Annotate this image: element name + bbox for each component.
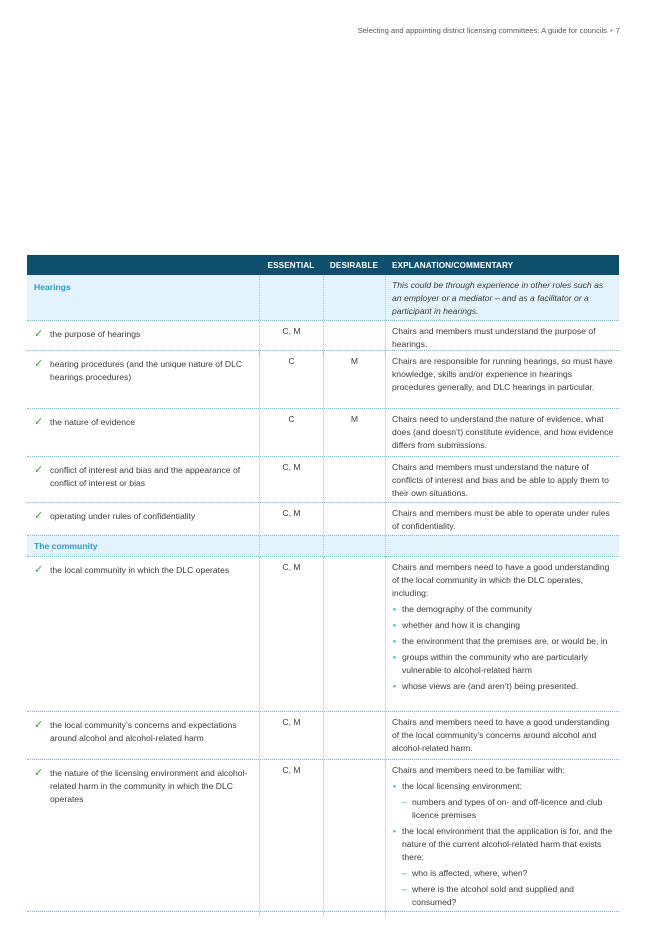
table-row [27, 409, 619, 457]
table-row [27, 351, 619, 409]
header-essential: ESSENTIAL [267, 260, 315, 270]
criterion-cell [27, 409, 259, 456]
page-number: 7 [615, 26, 620, 35]
table-header [27, 255, 619, 275]
check-icon: ✓ [34, 416, 44, 428]
list-item: • whose views are (and aren’t) being presented. [392, 680, 615, 693]
essential-value: C, M [259, 321, 323, 355]
table-row [27, 321, 619, 351]
sub-list-item: – numbers and types of on- and off-licence and club licence premises [392, 796, 615, 822]
sub-list-item: – who is affected, where, when? [392, 867, 615, 880]
section-title: The community [34, 541, 98, 551]
sub-list [392, 796, 615, 822]
explanation-text: Chairs and members need to have a good understanding of the local community’s concerns around alcohol and alcohol-related harm. [385, 712, 619, 759]
desirable-value [323, 503, 385, 537]
sub-list [392, 867, 615, 909]
explanation-cell [385, 557, 619, 711]
criterion-text: the local community in which the DLC operates [50, 565, 230, 575]
header-criteria [27, 255, 259, 275]
desirable-value: M [323, 409, 385, 456]
check-icon: ✓ [34, 358, 44, 370]
list-item: • whether and how it is changing [392, 619, 615, 632]
explanation-bullet-list [392, 780, 615, 909]
list-item [392, 825, 615, 909]
check-icon: ✓ [34, 719, 44, 731]
explanation-text: Chairs and members need to be familiar with: [392, 765, 565, 775]
empty-cell [259, 275, 323, 322]
table-row [27, 760, 619, 912]
check-icon: ✓ [34, 510, 44, 522]
explanation-text: Chairs need to understand the nature of evidence, what does (and doesn’t) constitute evidence, and how evidence differs from submissions. [385, 409, 619, 456]
list-item-text: the local licensing environment: [402, 781, 522, 791]
criterion-cell [27, 321, 259, 355]
list-item [392, 780, 615, 822]
criterion-text: hearing procedures (and the unique nature of DLC hearings procedures) [50, 359, 243, 382]
explanation-text: Chairs and members must understand the purpose of hearings. [385, 321, 619, 355]
separator-dot-icon: • [610, 26, 613, 35]
section-title: Hearings [34, 282, 71, 292]
criterion-text: the purpose of hearings [50, 329, 141, 339]
desirable-value: M [323, 351, 385, 408]
section-row-community [27, 536, 619, 557]
list-item-text: the local environment that the application is for, and the nature of the current alcohol-related harm that exists there: [402, 826, 613, 862]
check-icon: ✓ [34, 328, 44, 340]
section-note: This could be through experience in other roles such as an employer or a mediator – and as a facilitator or a participant in hearings. [385, 275, 619, 322]
essential-value: C, M [259, 457, 323, 504]
table-row [27, 712, 619, 760]
desirable-value [323, 557, 385, 711]
criterion-cell [27, 557, 259, 711]
criterion-text: the nature of evidence [50, 417, 136, 427]
table-row [27, 503, 619, 536]
desirable-value [323, 712, 385, 759]
empty-cell [323, 536, 385, 557]
criterion-text: the nature of the licensing environment and alcohol-related harm in the community in which the DLC operates [50, 768, 248, 804]
list-item: • groups within the community who are particularly vulnerable to alcohol-related harm [392, 651, 615, 677]
essential-value: C, M [259, 557, 323, 711]
desirable-value [323, 321, 385, 355]
criterion-cell [27, 351, 259, 408]
section-row-hearings [27, 275, 619, 321]
explanation-text: Chairs are responsible for running hearings, so must have knowledge, skills and/or experience in hearings procedures generally, and DLC hearings in particular. [385, 351, 619, 408]
header-desirable: DESIRABLE [329, 260, 379, 270]
empty-cell [385, 536, 619, 557]
essential-value: C [259, 351, 323, 408]
competency-table [27, 255, 619, 912]
criterion-text: operating under rules of confidentiality [50, 511, 196, 521]
check-icon: ✓ [34, 767, 44, 779]
table-row [27, 557, 619, 712]
sub-list-item: – where is the alcohol sold and supplied and consumed? [392, 883, 615, 909]
criterion-cell [27, 760, 259, 916]
empty-cell [323, 275, 385, 322]
header-explanation: EXPLANATION/COMMENTARY [392, 260, 514, 270]
empty-cell [259, 536, 323, 557]
criterion-cell [27, 503, 259, 537]
list-item: • the demography of the community [392, 603, 615, 616]
criterion-cell [27, 457, 259, 504]
essential-value: C, M [259, 712, 323, 759]
running-header [358, 26, 620, 35]
check-icon: ✓ [34, 464, 44, 476]
explanation-text: Chairs and members need to have a good understanding of the local community in which the DLC operates, including: [392, 562, 610, 598]
criterion-text: the local community’s concerns and expectations around alcohol and alcohol-related harm [50, 720, 237, 743]
explanation-bullet-list [392, 603, 615, 693]
list-item: • the environment that the premises are, or would be, in [392, 635, 615, 648]
explanation-cell [385, 760, 619, 916]
running-title: Selecting and appointing district licensing committees: A guide for councils [357, 26, 608, 35]
explanation-text: Chairs and members must be able to operate under rules of confidentiality. [385, 503, 619, 537]
desirable-value [323, 760, 385, 916]
essential-value: C, M [259, 503, 323, 537]
check-icon: ✓ [34, 564, 44, 576]
criterion-cell [27, 712, 259, 759]
essential-value: C, M [259, 760, 323, 916]
criterion-text: conflict of interest and bias and the appearance of conflict of interest or bias [50, 465, 241, 488]
desirable-value [323, 457, 385, 504]
table-row [27, 457, 619, 503]
explanation-text: Chairs and members must understand the nature of conflicts of interest and bias and be able to apply them to their own situations. [385, 457, 619, 504]
essential-value: C [259, 409, 323, 456]
